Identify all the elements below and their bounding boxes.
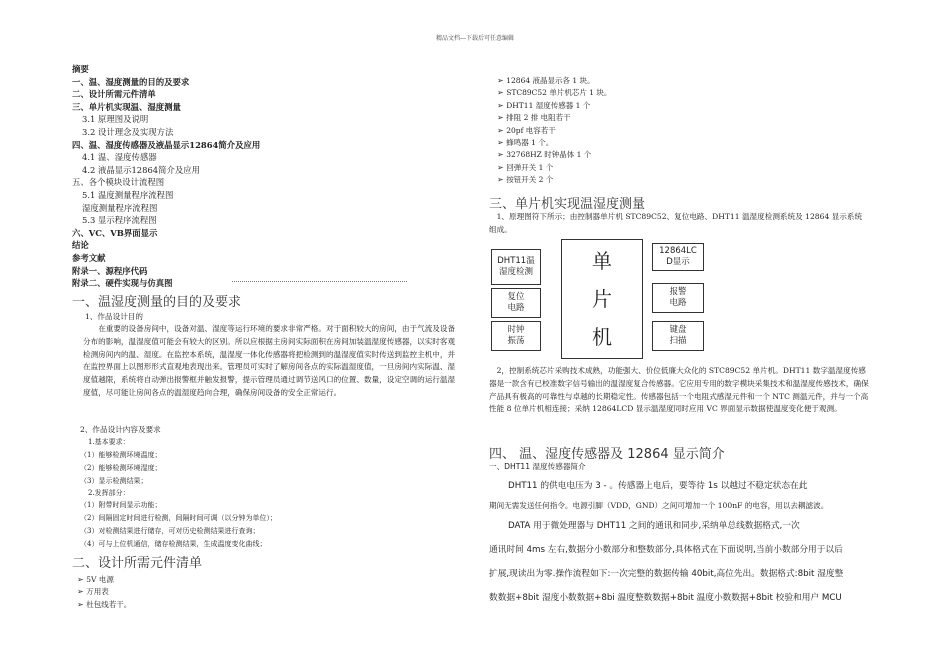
toc-item[interactable]: 附录二、硬件实现与仿真图 [72,278,173,289]
dht11-paragraph-2b: 通讯时间 4ms 左右,数据分小数部分和整数部分,具体格式在下面说明,当前小数部分用于以后 [489,545,843,555]
component-item: ➢ 12864 液晶显示各 1 块。 [497,75,611,87]
component-item: ➢ 蜂鸣器 1 个。 [497,137,611,149]
requirement-item: （1）能够检测环境温度； [80,451,162,459]
block-diagram [489,243,707,359]
requirement-item: （4）可与上位机通信，储存检测结果，生成温度变化曲线； [80,540,267,548]
component-item: ➢ 按钮开关 2 个 [497,174,611,186]
components-list-left [77,574,131,611]
dht11-paragraph-1a: DHT11 的供电电压为 3 - 。传感器上电后，要等待 1s 以越过不稳定状态在此 [508,481,808,491]
basic-requirements-label: 1.基本要求： [88,438,130,446]
toc-item[interactable]: 摘要 [72,64,89,74]
dht11-paragraph-1b: 期间无需发送任何指令。电源引脚（VDD，GND）之间可增加一个 100nF 的电容，用以去耦滤波。 [489,501,829,510]
requirement-item: （1）附带时间显示功能； [80,501,162,509]
page-header: 精品文档---下载后可任意编辑 [435,35,515,42]
toc-item[interactable]: 参考文献 [72,252,106,263]
mcu-block [561,239,643,359]
toc-item[interactable]: 二、设计所需元件清单 [72,89,156,100]
extended-requirements-list [80,499,277,551]
clock-oscillator-block: 时钟 振荡 [491,321,541,351]
section-2-title: 二、设计所需元件清单 [72,556,203,571]
requirement-item: （2）间隔固定时间进行检测，间隔时间可调（以分钟为单位）； [80,514,277,522]
section-4-subtitle: 一、DHT11 湿度传感器简介 [489,462,586,471]
toc-item[interactable]: 湿度测量程序流程图 [82,202,158,213]
component-item: ➢ DHT11 湿度传感器 1 个 [497,100,611,112]
section-1-subtitle-1: 1、作品设计目的 [85,312,143,321]
section-1-title: 一、温湿度测量的目的及要求 [72,295,242,310]
components-list-right [497,75,611,187]
toc-item[interactable]: 5.1 温度测量程序流程图 [82,189,174,200]
toc-item[interactable]: 5.3 显示程序流程图 [82,215,157,226]
lcd-display-block: 12864LC D显示 [652,243,704,271]
section-1-subtitle-2: 2、作品设计内容及要求 [80,425,161,434]
dht11-paragraph-2d: 数数据+8bit 湿度小数数据+8bi 温度整数数据+8bit 温度小数数据+8bit 校验和用户 MCU [489,593,842,603]
toc-item[interactable]: 3.1 原理图及说明 [82,114,149,125]
toc-item[interactable]: 结论 [72,240,89,251]
component-item: ➢ 32768HZ 时钟晶体 1 个 [497,149,611,161]
requirement-item: （3）对检测结果进行储存，可对历史检测结果进行查询； [80,527,260,535]
section-3-paragraph-1: 1、原理图符下所示；由控制器单片机 STC89C52、复位电路、DHT11 温湿度检测系统及 12864 显示系统组成。 [489,212,863,234]
extended-requirements-label: 2.发挥部分： [88,489,130,497]
toc-divider [232,281,407,282]
component-item: ➢ 万用表 [77,586,131,598]
section-4-title: 四、 温、湿度传感器及 12864 显示简介 [489,447,725,462]
requirement-item: （2）能够检测环境湿度； [80,464,162,472]
toc-item[interactable]: 4.1 温、湿度传感器 [82,152,157,163]
toc-item[interactable]: 一、温、湿度测量的目的及要求 [72,76,190,87]
component-item: ➢ 杜包线若干。 [77,599,131,611]
component-item: ➢ STC89C52 单片机芯片 1 块。 [497,87,611,99]
section-1-paragraph: 在重要的设备房间中，设备对温、湿度等运行环境的要求非常严格。对于面积较大的房间，由于气流及设备分布的影响，温湿度值可能会有较大的区别。所以应根据主房间实际面积在房间加装温湿度传感器，以实时客观检测房间内的温、湿度。在监控本系统，温湿度一体化传感器将把检测到的温湿度值实时传送到监控主机中，并在监控界面上以图形形式直观地表现出来。管理员可实时了解房间各点的实际温湿度值，一旦房间内实际温、湿度值越限，系统将自动弹出报警框并触发报警，提示管理员通过调节送风口的位置、数量，设定空调的运行温湿度值，尽可能让房间各点的温湿度趋向合理，确保房间设备的安全正常运行。 [83,324,456,397]
section-3-paragraph-2: 2，控制系统芯片采购技术成熟，功能强大、价位低廉大众化的 STC89C52 单片机。DHT11 数字温湿度传感器是一款含有已校准数字信号输出的温湿度复合传感器。它应用专用的数字模块采集技术和温湿度传感技术，确保产品具有极高的可靠性与卓越的长期稳定性。传感器包括一个电阻式感湿元件和一个 NTC 测温元件，并与一个高性能 8 位单片机相连接；采纳 12864LCD 显示温湿度同时应用 VC 界面显示数据使温度变化便于观测。 [489,366,869,414]
toc-item[interactable]: 五、各个模块设计流程图 [72,177,165,188]
mcu-label-char: 单 [592,249,612,273]
component-item: ➢ 20pf 电容若干 [497,125,611,137]
dht11-paragraph-2c: 扩展,现读出为零.操作流程如下:一次完整的数据传输 40bit,高位先出。数据格式:8bit 湿度整 [489,569,844,579]
dht11-paragraph-2a: DATA 用于微处理器与 DHT11 之间的通讯和同步,采纳单总线数据格式,一次 [508,521,800,531]
toc-item[interactable]: 附录一、源程序代码 [72,265,148,276]
component-item: ➢ 5V 电源 [77,574,131,586]
requirement-item: （3）显示检测结果； [80,477,148,485]
toc-item[interactable]: 4.2 液晶显示12864简介及应用 [82,164,200,175]
component-item: ➢ 回弹开关 1 个 [497,162,611,174]
toc-item[interactable]: 三、单片机实现温、湿度测量 [72,101,181,112]
component-item: ➢ 排阻 2 排 电阻若干 [497,112,611,124]
mcu-label-char: 机 [592,325,612,349]
basic-requirements-list [80,449,161,488]
keyboard-scan-block: 键盘 扫描 [652,321,704,351]
alarm-circuit-block: 报警 电路 [652,283,704,313]
toc-item[interactable]: 3.2 设计理念及实现方法 [82,126,174,137]
reset-circuit-block: 复位 电路 [491,288,541,318]
toc-item[interactable]: 四、温、湿度传感器及液晶显示12864简介及应用 [72,139,261,150]
dht11-sensor-block: DHT11温 湿度检测 [491,249,541,285]
table-of-contents [72,63,412,290]
section-3-title: 三、单片机实现温湿度测量 [489,197,646,212]
toc-item[interactable]: 六、VC、VB界面显示 [72,227,158,238]
mcu-label-char: 片 [592,287,612,311]
